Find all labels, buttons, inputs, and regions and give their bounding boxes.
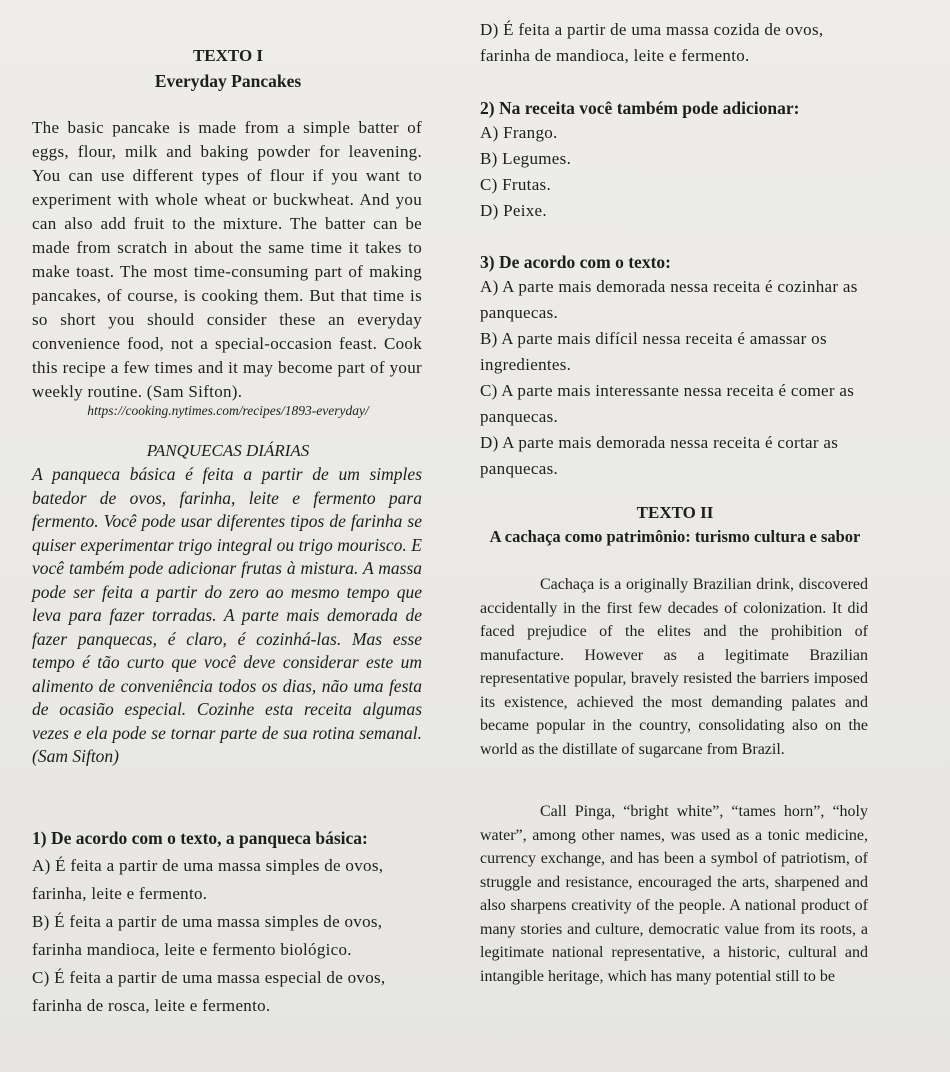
question-1-option-c[interactable]: C) É feita a partir de uma massa especial de ovos, farinha de rosca, leite e fermento. [32, 968, 386, 1015]
question-3-option-d[interactable]: D) A parte mais demorada nessa receita é cortar as panquecas. [480, 433, 839, 478]
texto2-paragraph-1: Cachaça is a originally Brazilian drink, discovered accidentally in the first few decades of colonization. It did faced prejudice of the elites and the prohibition of manufacture. However as a legitimate Brazilian representative popular, bravely resisted the barriers imposed its existence, achieved the most demanding palates and became popular in the country, consolidating also on the world as the distillate of sugarcane from Brazil. [480, 576, 868, 758]
question-2-option-b[interactable]: B) Legumes. [480, 149, 572, 168]
texto2-label: TEXTO II [636, 503, 714, 522]
question-1-option-d-block [480, 17, 870, 69]
question-3-stem: 3) De acordo com o texto: [480, 252, 671, 272]
question-2-option-a[interactable]: A) Frango. [480, 123, 558, 142]
texto1-title: Everyday Pancakes [154, 71, 302, 91]
texto1-body: The basic pancake is made from a simple batter of eggs, flour, milk and baking powder for leavening. You can use different types of flour if you want to experiment with whole wheat or buckwheat. And you can also add fruit to the mixture. The batter can be made from scratch in about the same time it takes to make toast. The most time-consuming part of making pancakes, of course, is cooking them. But that time is so short you should consider these an everyday convenience food, not a special-occasion feast. Cook this recipe a few times and it may become part of your weekly routine. (Sam Sifton). [32, 118, 422, 401]
question-2 [480, 96, 870, 224]
texto2-paragraph-2: Call Pinga, “bright white”, “tames horn”, “holy water”, among other names, was used as a tonic medicine, currency exchange, and has been a symbol of patriotism, of struggle and resistance, encouraged the arts, sharpened and also sharpens creativity of the people. A national product of many stories and culture, democratic value from its roots, a legitimate national representative, a historic, cultural and intangible heritage, which has many potential still to be [480, 803, 868, 985]
question-1-option-a[interactable]: A) É feita a partir de uma massa simples de ovos, farinha, leite e fermento. [32, 856, 384, 903]
question-3-option-a[interactable]: A) A parte mais demorada nessa receita é cozinhar as panquecas. [480, 277, 858, 322]
texto1-label: TEXTO I [192, 46, 264, 65]
question-1 [32, 826, 424, 1020]
question-2-option-d[interactable]: D) Peixe. [480, 201, 547, 220]
texto1-source-url: https://cooking.nytimes.com/recipes/1893-everyday/ [87, 403, 369, 418]
texto2-title: A cachaça como patrimônio: turismo cultura e sabor [489, 527, 861, 546]
question-1-option-b[interactable]: B) É feita a partir de uma massa simples de ovos, farinha mandioca, leite e fermento biológico. [32, 912, 383, 959]
question-3 [480, 250, 865, 482]
question-2-option-c[interactable]: C) Frutas. [480, 175, 551, 194]
question-1-option-d[interactable]: D) É feita a partir de uma massa cozida de ovos, farinha de mandioca, leite e fermento. [480, 20, 824, 65]
pt-body: A panqueca básica é feita a partir de um simples batedor de ovos, farinha, leite e fermento para fermento. Você pode usar diferentes tipos de farinha se quiser experimentar trigo integral ou trigo mourisco. E você também pode adicionar frutas à mistura. A massa pode ser feita a partir do zero ao mesmo tempo que leva para fazer torradas. A parte mais demorada de fazer panquecas, é claro, é cozinhá-las. Mas esse tempo é tão curto que você deve considerar este um alimento de conveniência todos os dias, não uma festa de ocasião especial. Cozinhe esta receita algumas vezes e ela pode se tornar parte de sua rotina semanal. (Sam Sifton) [32, 464, 422, 766]
question-3-option-c[interactable]: C) A parte mais interessante nessa receita é comer as panquecas. [480, 381, 855, 426]
question-2-stem: 2) Na receita você também pode adicionar: [480, 98, 800, 118]
question-3-option-b[interactable]: B) A parte mais difícil nessa receita é amassar os ingredientes. [480, 329, 827, 374]
question-1-stem: 1) De acordo com o texto, a panqueca básica: [32, 828, 368, 848]
pt-title: PANQUECAS DIÁRIAS [146, 441, 310, 460]
